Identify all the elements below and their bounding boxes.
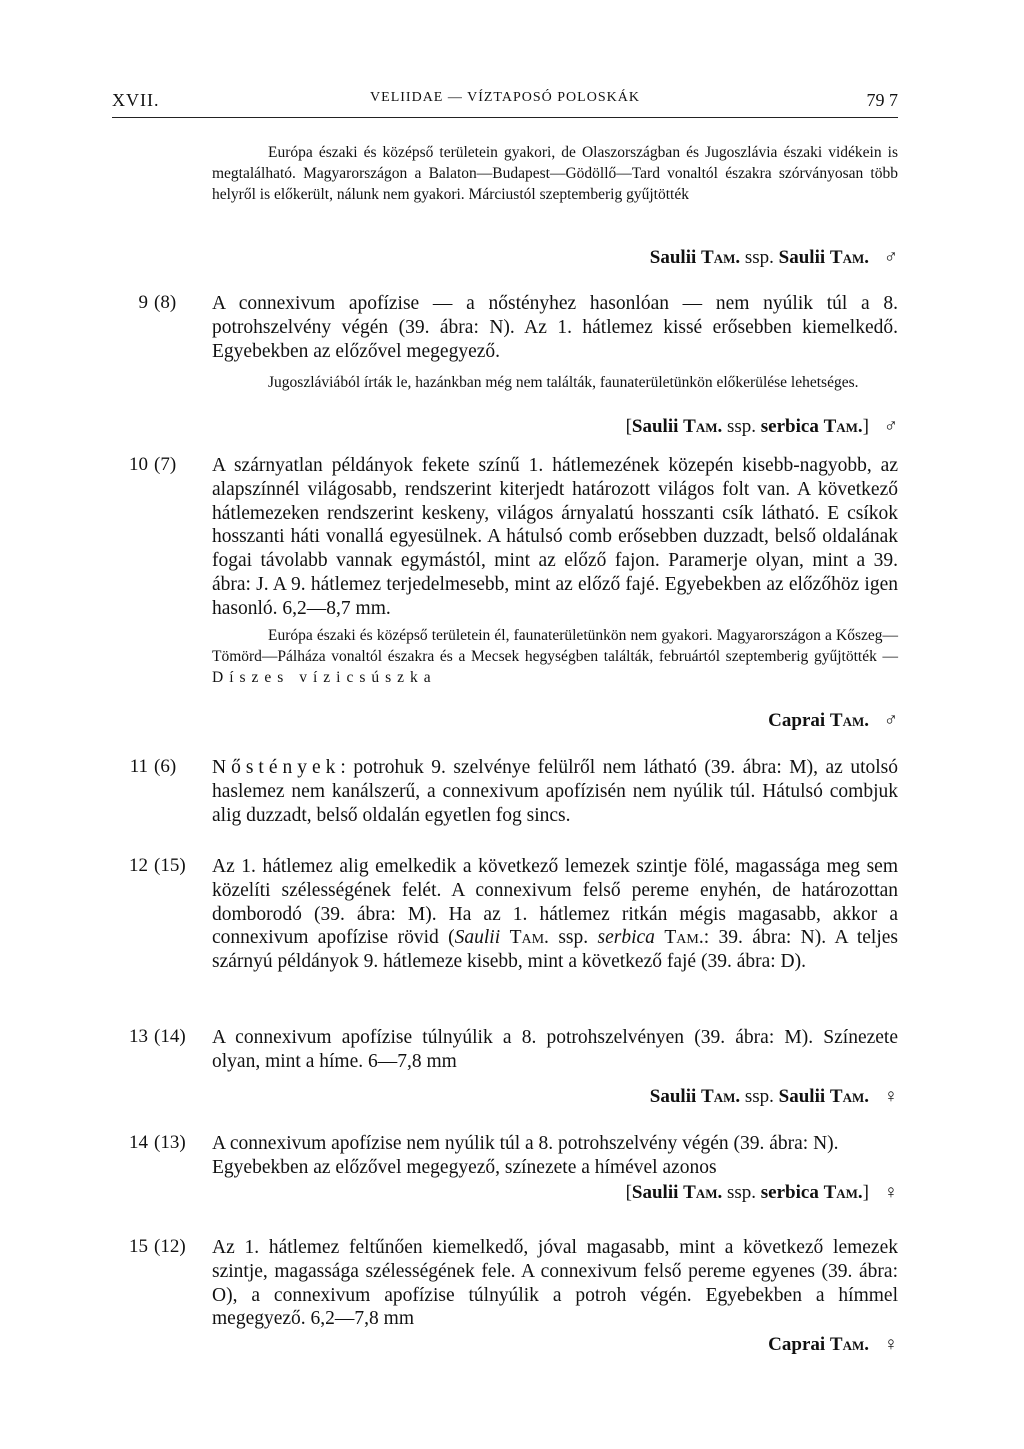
key-entry: 9 (8) A connexivum apofízise — a nőstényhez hasonlóan — nem nyúlik túl a 8. potrohszelvény végén (39. ábra: N). Az 1. hátlemez kissé erősebben kiemelkedő. Egyebekben az előzővel megegyező.	[112, 292, 898, 363]
female-symbol-icon: ♀	[883, 1334, 898, 1355]
female-symbol-icon: ♀	[883, 1182, 898, 1203]
key-entry: 10 (7) A szárnyatlan példányok fekete színű 1. hátlemezének közepén kisebb-nagyobb, az alapszínnél világosabb, rendszerint kiterjedt határozott világos folt van. A következő hátlemezeken rendszerint keskeny, világos árnyalatú hosszanti csík látható. E csíkok hosszanti háti vonallá egyesülnek. A hátulsó comb erősebben duzzadt, belső oldalának fogai távolabb vannak egymástól, mint az előző fajon. Paramerje olyan, mint a 39. ábra: J. A 9. hátlemez terjedelmesebb, mint az előző fajé. Egyebekben az előzőhöz igen hasonló. 6,2—8,7 mm.	[112, 454, 898, 621]
header-rule	[112, 117, 898, 118]
couplet-number: 15 (12)	[129, 1236, 186, 1257]
common-name: Díszes vízicsúszka	[212, 669, 437, 686]
taxon-signature: Saulii Tam. ssp. Saulii Tam. ♀	[649, 1086, 898, 1107]
couplet-number: 9 (8)	[138, 292, 177, 313]
spaced-lead: Nőstények	[212, 757, 341, 778]
taxon-signature: [Saulii Tam. ssp. serbica Tam.] ♂	[625, 416, 898, 437]
key-entry: 14 (13) A connexivum apofízise nem nyúlik túl a 8. potrohszelvény végén (39. ábra: N). Egyebekben az előzővel megegyező, színezete a hímével azonos	[112, 1132, 898, 1180]
distribution-note: Jugoszláviából írták le, hazánkban még nem találták, faunaterületünkön előkerülése lehetséges.	[268, 374, 859, 391]
male-symbol-icon: ♂	[883, 247, 898, 268]
key-entry: 13 (14) A connexivum apofízise túlnyúlik a 8. potrohszelvényen (39. ábra: M). Színezete olyan, mint a híme. 6—7,8 mm	[112, 1026, 898, 1074]
male-symbol-icon: ♂	[883, 416, 898, 437]
couplet-number: 13 (14)	[129, 1026, 186, 1047]
male-symbol-icon: ♂	[883, 710, 898, 731]
taxon-signature: Saulii Tam. ssp. Saulii Tam. ♂	[649, 247, 898, 268]
taxon-signature: Caprai Tam. ♂	[768, 710, 898, 731]
key-entry: 11 (6) Nőstények: potrohuk 9. szelvénye felülről nem látható (39. ábra: M), az utolsó haslemez nem kanálszerű, a connexivum apofízisén nem nyúlik túl. Hátulsó combjuk alig duzzadt, belső oldalán egyetlen fog sincs.	[112, 756, 898, 827]
running-header	[112, 86, 898, 116]
key-entry: 15 (12) Az 1. hátlemez feltűnően kiemelkedő, jóval magasabb, mint a következő lemezek szintje, magassága szélességének fele. A connexivum felső pereme egyenes (39. ábra: O), a connexivum apofízise túlnyúlik a potroh végén. Egyebekben a hímmel megegyező. 6,2—7,8 mm	[112, 1236, 898, 1331]
couplet-number: 11 (6)	[129, 756, 177, 777]
couplet-number: 10 (7)	[129, 454, 177, 475]
running-title: VELIIDAE — VÍZTAPOSÓ POLOSKÁK	[370, 90, 640, 105]
taxon-signature: [Saulii Tam. ssp. serbica Tam.] ♀	[625, 1182, 898, 1203]
couplet-number: 14 (13)	[129, 1132, 186, 1153]
page-number: 79 7	[866, 90, 898, 110]
female-symbol-icon: ♀	[883, 1086, 898, 1107]
distribution-note: Európa északi és középső területein él, faunaterületünkön nem gyakori. Magyarországon a Kőszeg—Tömörd—Pálháza vonaltól északra és a Mecsek hegységben találták, februártól szeptemberig gyűjtötték — Díszes vízicsúszka	[212, 627, 898, 686]
chapter-number: XVII.	[112, 90, 160, 110]
taxon-signature: Caprai Tam. ♀	[768, 1334, 898, 1355]
distribution-note: Európa északi és középső területein gyakori, de Olaszországban és Jugoszlávia északi vidékein is megtalálható. Magyarországon a Balaton—Budapest—Gödöllő—Tard vonaltól északra szórványosan több helyről is előkerült, nálunk nem gyakori. Márciustól szeptemberig gyűjtötték	[212, 144, 898, 203]
key-entry: 12 (15) Az 1. hátlemez alig emelkedik a következő lemezek szintje fölé, magassága meg sem közelíti szélességének felét. A connexivum felső pereme enyhén, de határozottan domborodó (39. ábra: M). Ha az 1. hátlemez ritkán mégis magasabb, akkor a connexivum apofízise rövid (Saulii Tam. ssp. serbica Tam.: 39. ábra: N). A teljes szárnyú példányok 9. hátlemeze kisebb, mint a következő fajé (39. ábra: D).	[112, 855, 898, 974]
couplet-number: 12 (15)	[129, 855, 186, 876]
